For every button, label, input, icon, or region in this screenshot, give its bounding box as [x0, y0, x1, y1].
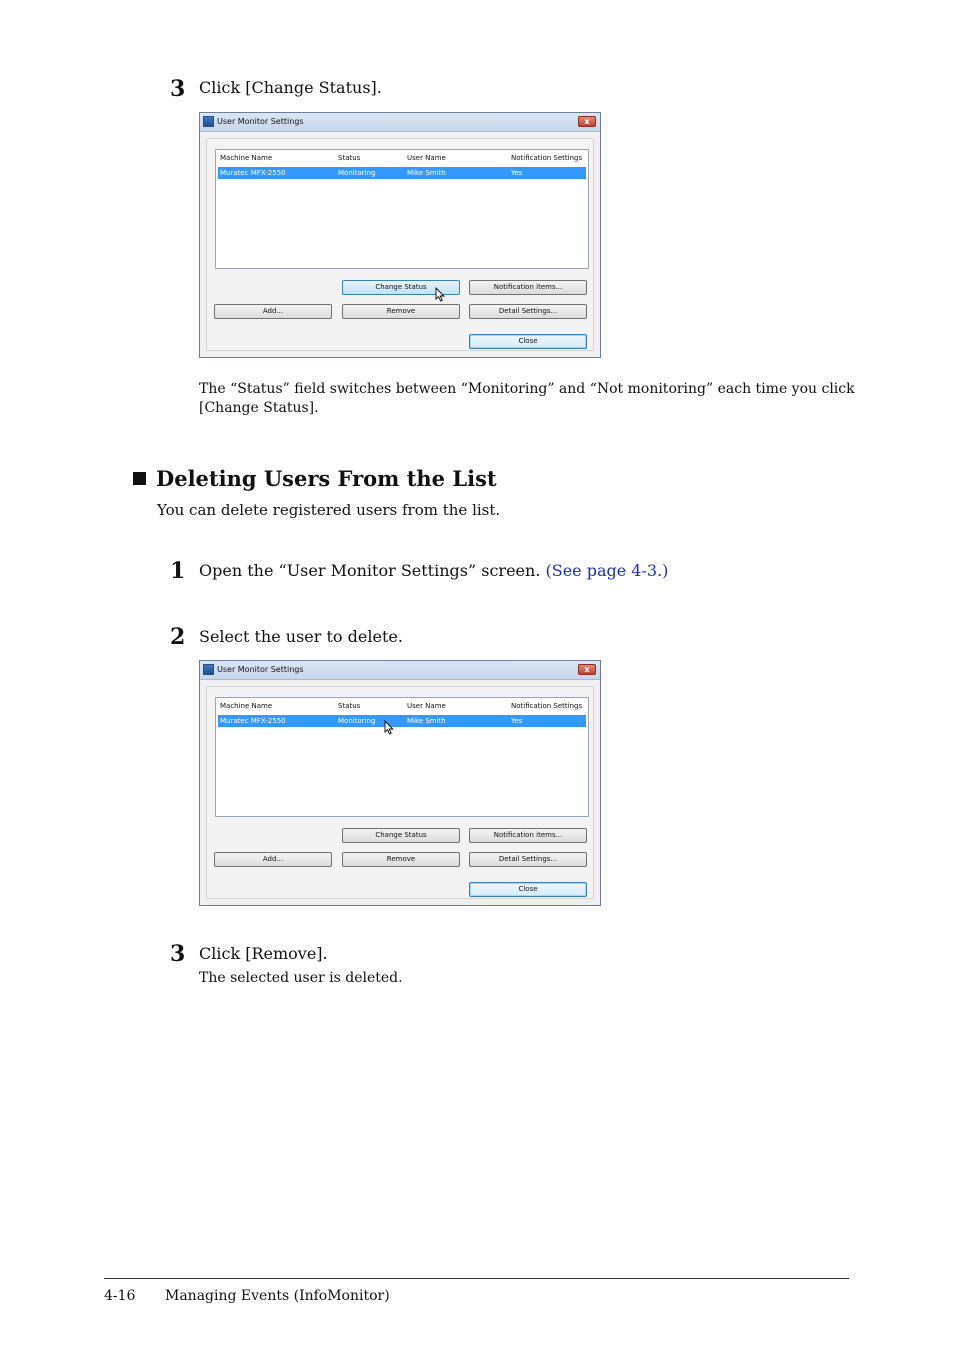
column-notification-settings[interactable]: Notification Settings — [511, 702, 583, 710]
close-icon[interactable]: x — [578, 116, 596, 127]
change-status-button[interactable]: Change Status — [342, 280, 460, 295]
close-icon[interactable]: x — [578, 664, 596, 675]
cell-status: Monitoring — [338, 169, 376, 177]
cell-notification: Yes — [511, 169, 523, 177]
user-monitor-settings-window — [199, 112, 601, 358]
square-bullet-icon — [133, 472, 146, 485]
list-header — [218, 700, 586, 712]
notification-items-button[interactable]: Notification items... — [469, 280, 587, 295]
cell-status: Monitoring — [338, 717, 376, 725]
section-heading — [133, 466, 497, 492]
note-line-1: The “Status” field switches between “Monitoring” and “Not monitoring” each time you click — [199, 381, 855, 397]
column-user-name[interactable]: User Name — [407, 702, 446, 710]
column-machine-name[interactable]: Machine Name — [220, 702, 273, 710]
step-instruction: Select the user to delete. — [199, 627, 403, 646]
list-item[interactable] — [218, 167, 586, 179]
step-instruction: Click [Change Status]. — [199, 78, 382, 97]
remove-button[interactable]: Remove — [342, 304, 460, 319]
dialog-body — [206, 686, 594, 899]
notification-items-button[interactable]: Notification items... — [469, 828, 587, 843]
user-list[interactable] — [215, 149, 589, 269]
step-number: 3 — [170, 76, 186, 102]
app-icon — [203, 664, 214, 675]
column-machine-name[interactable]: Machine Name — [220, 154, 273, 162]
column-notification-settings[interactable]: Notification Settings — [511, 154, 583, 162]
column-user-name[interactable]: User Name — [407, 154, 446, 162]
step-text: Open the “User Monitor Settings” screen. — [199, 561, 541, 580]
section-intro: You can delete registered users from the list. — [157, 501, 501, 519]
list-header — [218, 152, 586, 164]
change-status-button[interactable]: Change Status — [342, 828, 460, 843]
see-page-link[interactable]: (See page 4-3.) — [545, 561, 669, 580]
chapter-title: Managing Events (InfoMonitor) — [165, 1288, 390, 1304]
column-status[interactable]: Status — [338, 702, 361, 710]
dialog-body — [206, 138, 594, 351]
detail-settings-button[interactable]: Detail Settings... — [469, 304, 587, 319]
window-title: User Monitor Settings — [217, 117, 304, 126]
add-button[interactable]: Add... — [214, 852, 332, 867]
step-number: 3 — [170, 941, 186, 967]
mouse-pointer-icon — [384, 720, 394, 735]
cell-machine-name: Muratec MFX-2550 — [220, 169, 286, 177]
step-instruction — [199, 561, 668, 581]
mouse-pointer-icon — [435, 287, 445, 302]
add-button[interactable]: Add... — [214, 304, 332, 319]
title-bar — [200, 661, 600, 680]
step-number: 2 — [170, 624, 186, 650]
cell-user-name: Mike Smith — [407, 169, 446, 177]
user-list[interactable] — [215, 697, 589, 817]
result-note: The selected user is deleted. — [199, 970, 403, 986]
column-status[interactable]: Status — [338, 154, 361, 162]
footer-rule — [104, 1278, 849, 1279]
step-instruction: Click [Remove]. — [199, 944, 328, 963]
window-title: User Monitor Settings — [217, 665, 304, 674]
detail-settings-button[interactable]: Detail Settings... — [469, 852, 587, 867]
cell-user-name: Mike Smith — [407, 717, 446, 725]
note-line-2: [Change Status]. — [199, 400, 319, 416]
app-icon — [203, 116, 214, 127]
list-item[interactable] — [218, 715, 586, 727]
cell-machine-name: Muratec MFX-2550 — [220, 717, 286, 725]
title-bar — [200, 113, 600, 132]
remove-button[interactable]: Remove — [342, 852, 460, 867]
page-number: 4-16 — [104, 1288, 136, 1304]
status-note — [199, 380, 855, 418]
cell-notification: Yes — [511, 717, 523, 725]
step-number: 1 — [170, 558, 186, 584]
section-title: Deleting Users From the List — [156, 466, 497, 491]
close-button[interactable]: Close — [469, 334, 587, 349]
close-button[interactable]: Close — [469, 882, 587, 897]
user-monitor-settings-window — [199, 660, 601, 906]
